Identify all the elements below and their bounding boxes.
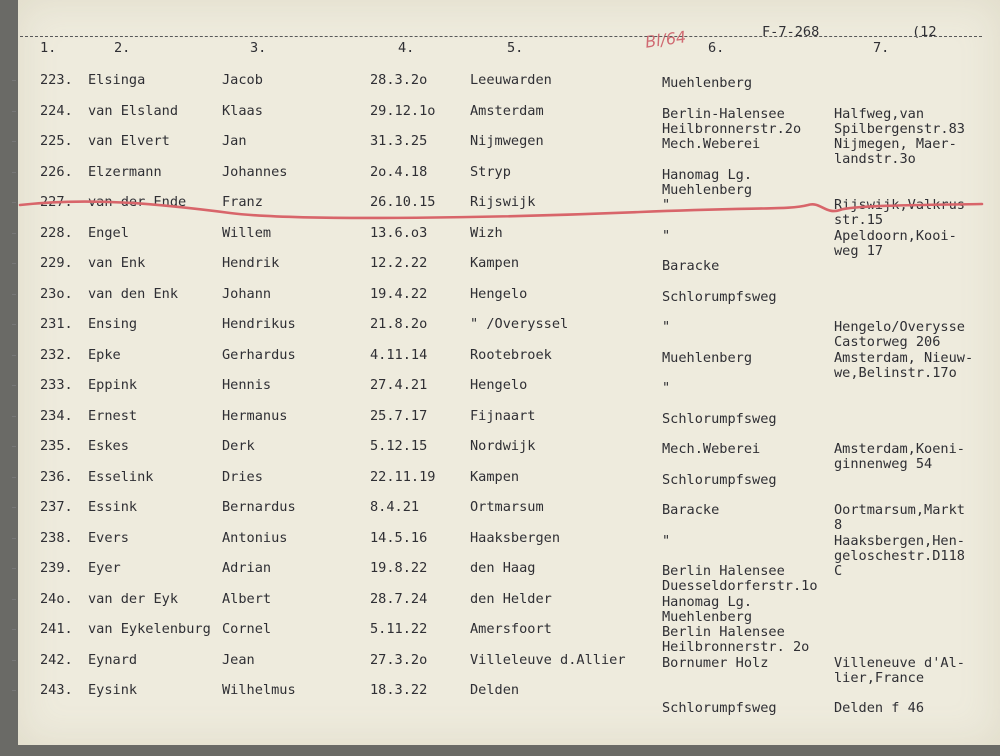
row-number: 23o. xyxy=(40,285,73,302)
workplace-line: " xyxy=(662,319,671,335)
margin-tick xyxy=(12,629,16,630)
first-name: Cornel xyxy=(222,621,272,637)
workplace-line: " xyxy=(662,380,671,396)
workplace-line: Hanomag Lg. xyxy=(662,166,753,183)
birthplace: Villeleuve d.Allier xyxy=(470,651,626,668)
birthplace: " /Overyssel xyxy=(470,316,569,332)
first-name: Hermanus xyxy=(222,407,288,424)
address-line: lier,France xyxy=(834,669,925,686)
birthplace: den Helder xyxy=(470,590,552,607)
workplace-line: Berlin Halensee xyxy=(662,563,785,579)
birthplace: Ortmarsum xyxy=(470,499,544,515)
birthplace: Fijnaart xyxy=(470,407,536,424)
birth-date: 18.3.22 xyxy=(370,682,428,698)
address-line: Spilbergenstr.83 xyxy=(834,120,965,137)
column-header-1: 1. xyxy=(40,40,57,56)
column-header-2: 2. xyxy=(114,40,131,56)
birth-date: 4.11.14 xyxy=(370,346,428,363)
workplace-line: Duesseldorferstr.1o xyxy=(662,578,818,594)
workplace-line: Schlorumpfsweg xyxy=(662,410,777,427)
first-name: Hennis xyxy=(222,377,272,393)
workplace-line: Mech.Weberei xyxy=(662,441,761,457)
workplace-line: Muehlenberg xyxy=(662,608,753,625)
column-header-3: 3. xyxy=(250,40,267,56)
address-line: weg 17 xyxy=(834,242,884,259)
birth-date: 26.10.15 xyxy=(370,194,436,210)
surname: Evers xyxy=(88,529,129,546)
birth-date: 19.4.22 xyxy=(370,285,428,302)
address-line: ginnenweg 54 xyxy=(834,456,933,472)
birthplace: Rootebroek xyxy=(470,346,552,363)
first-name: Johannes xyxy=(222,163,288,180)
first-name: Jean xyxy=(222,651,255,668)
birth-date: 25.7.17 xyxy=(370,407,428,424)
header-rule xyxy=(20,36,982,37)
birth-date: 31.3.25 xyxy=(370,133,428,149)
birthplace: Nordwijk xyxy=(470,438,536,454)
workplace-line: Berlin-Halensee xyxy=(662,105,785,122)
address-line: 8 xyxy=(834,517,843,533)
workplace-line: Hanomag Lg. xyxy=(662,593,753,610)
surname: van Elsland xyxy=(88,102,179,119)
surname: van Eykelenburg xyxy=(88,621,211,637)
column-header-7: 7. xyxy=(873,40,890,56)
workplace-line: Heilbronnerstr.2o xyxy=(662,120,802,137)
birthplace: Kampen xyxy=(470,255,520,271)
workplace-line: Bornumer Holz xyxy=(662,654,769,671)
margin-tick xyxy=(12,568,16,569)
workplace-line: " xyxy=(662,227,671,244)
address-line: we,Belinstr.17o xyxy=(834,364,957,381)
row-number: 226. xyxy=(40,163,73,180)
workplace-line: Muehlenberg xyxy=(662,349,753,366)
surname: Eppink xyxy=(88,377,138,393)
margin-tick xyxy=(12,599,16,600)
birthplace: Kampen xyxy=(470,468,520,485)
birthplace: Stryp xyxy=(470,163,511,180)
row-number: 223. xyxy=(40,72,73,88)
workplace-line: Schlorumpfsweg xyxy=(662,288,777,305)
margin-tick xyxy=(12,538,16,539)
birthplace: den Haag xyxy=(470,560,536,576)
workplace-line: Heilbronnerstr. 2o xyxy=(662,639,810,655)
doc-code: F-7-268 xyxy=(762,24,820,40)
margin-tick xyxy=(12,385,16,386)
address-line: Haaksbergen,Hen- xyxy=(834,532,965,549)
birth-date: 22.11.19 xyxy=(370,468,436,485)
row-number: 229. xyxy=(40,255,73,271)
birth-date: 14.5.16 xyxy=(370,529,428,546)
margin-tick xyxy=(12,446,16,447)
page-ref: (12 xyxy=(912,24,937,40)
surname: van den Enk xyxy=(88,285,179,302)
birth-date: 21.8.2o xyxy=(370,316,428,332)
workplace-line: Schlorumpfsweg xyxy=(662,471,777,488)
birth-date: 2o.4.18 xyxy=(370,163,428,180)
margin-tick xyxy=(12,80,16,81)
address-line: Halfweg,van xyxy=(834,105,925,122)
address-line: geloschestr.D118 xyxy=(834,547,965,564)
surname: Ensing xyxy=(88,316,138,332)
birth-date: 5.12.15 xyxy=(370,438,428,454)
address-line: Apeldoorn,Kooi- xyxy=(834,227,957,244)
birth-date: 13.6.o3 xyxy=(370,224,428,241)
row-number: 225. xyxy=(40,133,73,149)
address-line: C xyxy=(834,562,843,579)
row-number: 242. xyxy=(40,651,73,668)
birthplace: Wizh xyxy=(470,224,503,241)
birth-date: 5.11.22 xyxy=(370,621,428,637)
column-header-4: 4. xyxy=(398,40,415,56)
birthplace: Hengelo xyxy=(470,377,528,393)
margin-tick xyxy=(12,233,16,234)
birthplace: Nijmwegen xyxy=(470,133,544,149)
surname: Epke xyxy=(88,346,121,363)
row-number: 231. xyxy=(40,316,73,332)
address-line: landstr.3o xyxy=(834,151,916,167)
surname: van der Ende xyxy=(88,194,187,210)
birth-date: 8.4.21 xyxy=(370,499,420,515)
surname: Eskes xyxy=(88,438,129,454)
surname: Eyer xyxy=(88,560,121,576)
workplace-line: Muehlenberg xyxy=(662,181,753,198)
birthplace: Hengelo xyxy=(470,285,528,302)
workplace-line: " xyxy=(662,532,671,549)
first-name: Wilhelmus xyxy=(222,682,296,698)
birthplace: Rijswijk xyxy=(470,194,536,210)
margin-tick xyxy=(12,355,16,356)
surname: van Elvert xyxy=(88,133,170,149)
column-header-5: 5. xyxy=(507,40,524,56)
row-number: 241. xyxy=(40,621,73,637)
birth-date: 27.4.21 xyxy=(370,377,428,393)
column-header-6: 6. xyxy=(708,40,725,56)
address-line: Amsterdam,Koeni- xyxy=(834,441,965,457)
surname: Elzermann xyxy=(88,163,162,180)
first-name: Derk xyxy=(222,438,255,454)
margin-tick xyxy=(12,660,16,661)
birthplace: Amsterdam xyxy=(470,102,544,119)
margin-tick xyxy=(12,416,16,417)
margin-tick xyxy=(12,690,16,691)
address-line: str.15 xyxy=(834,212,884,228)
first-name: Hendrik xyxy=(222,255,280,271)
surname: Engel xyxy=(88,224,129,241)
address-line: Rijswijk,Valkrus xyxy=(834,197,965,213)
address-line: Villeneuve d'Al- xyxy=(834,654,965,671)
birthplace: Leeuwarden xyxy=(470,72,552,88)
surname: Ernest xyxy=(88,407,138,424)
row-number: 237. xyxy=(40,499,73,515)
first-name: Hendrikus xyxy=(222,316,296,332)
row-number: 232. xyxy=(40,346,73,363)
address-line: Amsterdam, Nieuw- xyxy=(834,349,974,366)
first-name: Albert xyxy=(222,590,272,607)
workplace-line: " xyxy=(662,197,671,213)
margin-tick xyxy=(12,477,16,478)
archive-stamp: Bl/64 xyxy=(643,27,688,52)
margin-tick xyxy=(12,172,16,173)
workplace-line: Berlin Halensee xyxy=(662,624,785,640)
birthplace: Amersfoort xyxy=(470,621,552,637)
first-name: Jan xyxy=(222,133,247,149)
birthplace: Haaksbergen xyxy=(470,529,561,546)
margin-tick xyxy=(12,263,16,264)
first-name: Franz xyxy=(222,194,263,210)
surname: Eynard xyxy=(88,651,138,668)
row-number: 24o. xyxy=(40,590,73,607)
row-number: 234. xyxy=(40,407,73,424)
workplace-line: Baracke xyxy=(662,258,720,274)
birth-date: 12.2.22 xyxy=(370,255,428,271)
address-line: Hengelo/Overysse xyxy=(834,319,965,335)
surname: van der Eyk xyxy=(88,590,179,607)
surname: Esselink xyxy=(88,468,154,485)
first-name: Antonius xyxy=(222,529,288,546)
first-name: Johann xyxy=(222,285,272,302)
first-name: Willem xyxy=(222,224,272,241)
birth-date: 28.7.24 xyxy=(370,590,428,607)
workplace-line: Mech.Weberei xyxy=(662,136,761,152)
first-name: Adrian xyxy=(222,560,272,576)
birth-date: 29.12.1o xyxy=(370,102,436,119)
address-line: Nijmegen, Maer- xyxy=(834,136,957,152)
row-number: 239. xyxy=(40,560,73,576)
row-number: 224. xyxy=(40,102,73,119)
first-name: Dries xyxy=(222,468,263,485)
birth-date: 19.8.22 xyxy=(370,560,428,576)
address-line: Oortmarsum,Markt xyxy=(834,502,965,518)
first-name: Bernardus xyxy=(222,499,296,515)
workplace-line: Schlorumpfsweg xyxy=(662,700,777,716)
first-name: Gerhardus xyxy=(222,346,296,363)
margin-tick xyxy=(12,111,16,112)
row-number: 235. xyxy=(40,438,73,454)
address-line: Castorweg 206 xyxy=(834,334,941,350)
birthplace: Delden xyxy=(470,682,520,698)
birth-date: 27.3.2o xyxy=(370,651,428,668)
surname: Elsinga xyxy=(88,72,146,88)
margin-tick xyxy=(12,324,16,325)
margin-tick xyxy=(12,507,16,508)
surname: Essink xyxy=(88,499,138,515)
margin-tick xyxy=(12,141,16,142)
surname: van Enk xyxy=(88,255,146,271)
row-number: 233. xyxy=(40,377,73,393)
surname: Eysink xyxy=(88,682,138,698)
row-number: 238. xyxy=(40,529,73,546)
row-number: 236. xyxy=(40,468,73,485)
workplace-line: Baracke xyxy=(662,502,720,518)
first-name: Klaas xyxy=(222,102,263,119)
margin-tick xyxy=(12,202,16,203)
birth-date: 28.3.2o xyxy=(370,72,428,88)
margin-tick xyxy=(12,294,16,295)
address-line: Delden f 46 xyxy=(834,700,925,716)
row-number: 228. xyxy=(40,224,73,241)
first-name: Jacob xyxy=(222,72,263,88)
row-number: 243. xyxy=(40,682,73,698)
workplace-line: Muehlenberg xyxy=(662,75,753,91)
row-number: 227. xyxy=(40,194,73,210)
